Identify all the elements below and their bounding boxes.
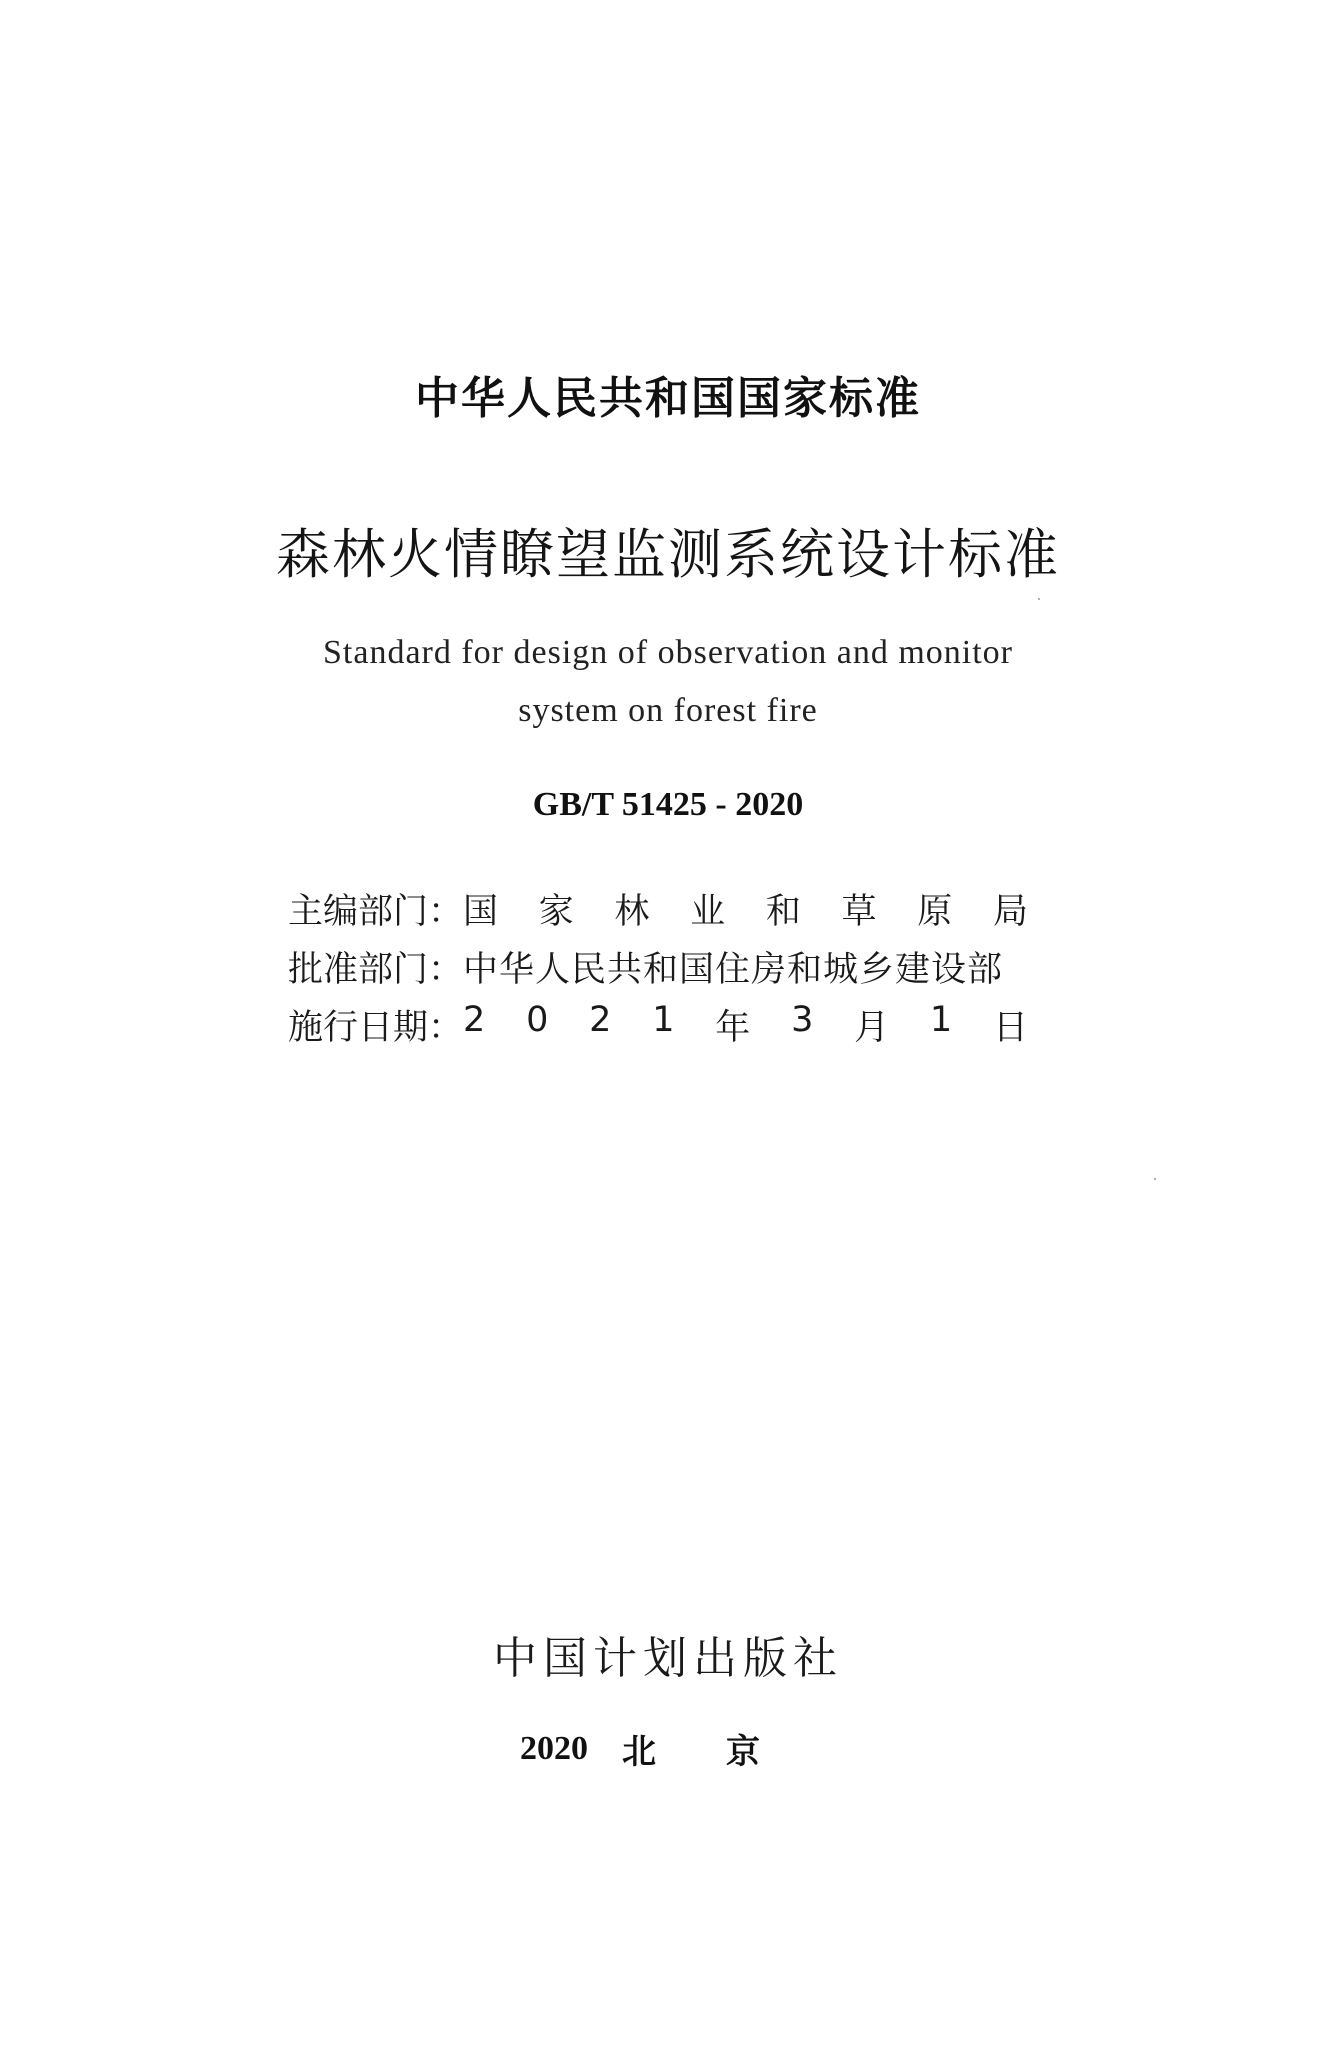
publication-footer — [520, 1724, 760, 1773]
effective-date-label: 施行日期： — [288, 1008, 464, 1048]
effective-date-char: 2 — [463, 1000, 486, 1040]
effective-date-char: 年 — [715, 1008, 751, 1048]
approver-row — [288, 938, 1028, 996]
chinese-title: 森林火情瞭望监测系统设计标准 — [276, 523, 1060, 586]
effective-date-char: 日 — [992, 1008, 1028, 1048]
publication-city-char-2: 京 — [726, 1732, 760, 1772]
effective-date-char: 月 — [854, 1008, 890, 1048]
chief-editor-char: 国 — [463, 892, 499, 932]
approver-value: 中华人民共和国住房和城乡建设部 — [463, 950, 1004, 990]
publisher-name: 中国计划出版社 — [493, 1633, 843, 1684]
chief-editor-label: 主编部门： — [288, 892, 464, 932]
effective-date-char: 1 — [929, 1000, 953, 1040]
chief-editor-char: 局 — [992, 892, 1028, 932]
publication-city-char-1: 北 — [622, 1732, 656, 1772]
publication-year: 2020 — [520, 1729, 588, 1767]
effective-date-char: 2 — [589, 1000, 612, 1040]
chief-editor-char: 业 — [690, 892, 726, 932]
standard-code: GB/T 51425 - 2020 — [532, 786, 804, 823]
approver-label: 批准部门： — [288, 950, 464, 990]
chief-editor-char: 林 — [614, 892, 650, 932]
chief-editor-char: 草 — [841, 892, 877, 932]
chief-editor-value — [463, 884, 1028, 934]
chief-editor-char: 原 — [917, 892, 953, 932]
english-title-line-2: system on forest fire — [518, 692, 818, 729]
scan-speck — [1038, 598, 1040, 600]
effective-date-char: 0 — [526, 1000, 549, 1040]
effective-date-value — [463, 1000, 1028, 1050]
effective-date-char: 3 — [791, 1000, 814, 1040]
national-standard-heading: 中华人民共和国国家标准 — [415, 373, 921, 424]
info-block — [288, 880, 1028, 1054]
chief-editor-char: 和 — [765, 892, 801, 932]
english-title-line-1: Standard for design of observation and monitor — [323, 634, 1013, 671]
chief-editor-row — [288, 880, 1028, 938]
effective-date-char: 1 — [652, 1000, 675, 1040]
effective-date-row — [288, 996, 1028, 1054]
chief-editor-char: 家 — [538, 892, 574, 932]
scan-speck — [1154, 1178, 1156, 1180]
